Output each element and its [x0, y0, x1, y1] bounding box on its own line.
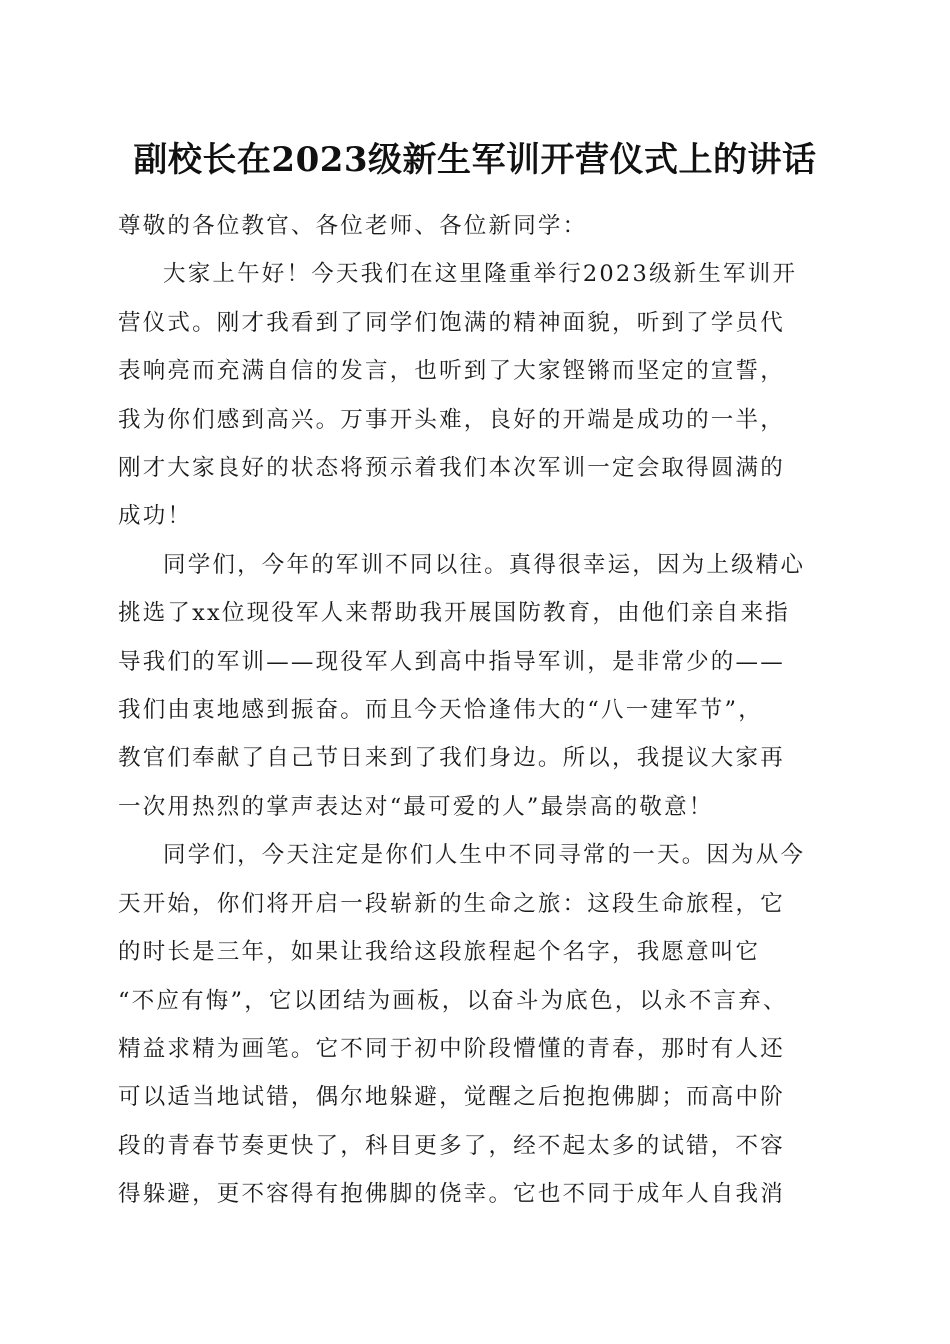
paragraph-line: 刚才大家良好的状态将预示着我们本次军训一定会取得圆满的 [118, 455, 785, 482]
paragraph-line: 得躲避，更不容得有抱佛脚的侥幸。它也不同于成年人自我消 [118, 1181, 785, 1208]
paragraph-3 [118, 831, 830, 1218]
paragraph-line: 我们由衷地感到振奋。而且今天恰逢伟大的“八一建军节”， [118, 697, 763, 724]
paragraph-line: 可以适当地试错，偶尔地躲避，觉醒之后抱抱佛脚；而高中阶 [118, 1084, 785, 1111]
paragraph-line: 教官们奉献了自己节日来到了我们身边。所以，我提议大家再 [118, 745, 785, 772]
paragraph-line: 一次用热烈的掌声表达对“最可爱的人”最崇高的敬意！ [118, 793, 714, 820]
paragraph-line: “不应有悔”，它以团结为画板，以奋斗为底色，以永不言弃、 [118, 987, 788, 1014]
paragraph-line: 精益求精为画笔。它不同于初中阶段懵懂的青春，那时有人还 [118, 1035, 785, 1062]
paragraph-2 [118, 541, 830, 831]
paragraph-line: 段的青春节奏更快了，科目更多了，经不起太多的试错，不容 [118, 1132, 785, 1159]
paragraph-line: 我为你们感到高兴。万事开头难，良好的开端是成功的一半， [118, 406, 785, 433]
paragraph-line: 天开始，你们将开启一段崭新的生命之旅：这段生命旅程，它 [118, 890, 785, 917]
paragraph-line: 表响亮而充满自信的发言，也听到了大家铿锵而坚定的宣誓， [118, 358, 785, 385]
paragraph-line: 的时长是三年，如果让我给这段旅程起个名字，我愿意叫它 [118, 939, 761, 966]
paragraph-line: 大家上午好！今天我们在这里隆重举行2023级新生军训开 [163, 261, 798, 288]
paragraph-line: 挑选了xx位现役军人来帮助我开展国防教育，由他们亲自来指 [118, 600, 790, 627]
paragraph-line: 同学们，今天注定是你们人生中不同寻常的一天。因为从今 [163, 842, 806, 869]
salutation: 尊敬的各位教官、各位老师、各位新同学： [118, 213, 588, 239]
document-title: 副校长在2023级新生军训开营仪式上的讲话 [133, 140, 817, 180]
paragraph-line: 营仪式。刚才我看到了同学们饱满的精神面貌，听到了学员代 [118, 309, 785, 336]
paragraph-line: 导我们的军训——现役军人到高中指导军训，是非常少的—— [118, 648, 785, 675]
paragraph-1 [118, 250, 830, 540]
paragraph-line: 成功！ [118, 503, 193, 530]
document-body [118, 202, 830, 1219]
paragraph-line: 同学们，今年的军训不同以往。真得很幸运，因为上级精心 [163, 551, 806, 578]
